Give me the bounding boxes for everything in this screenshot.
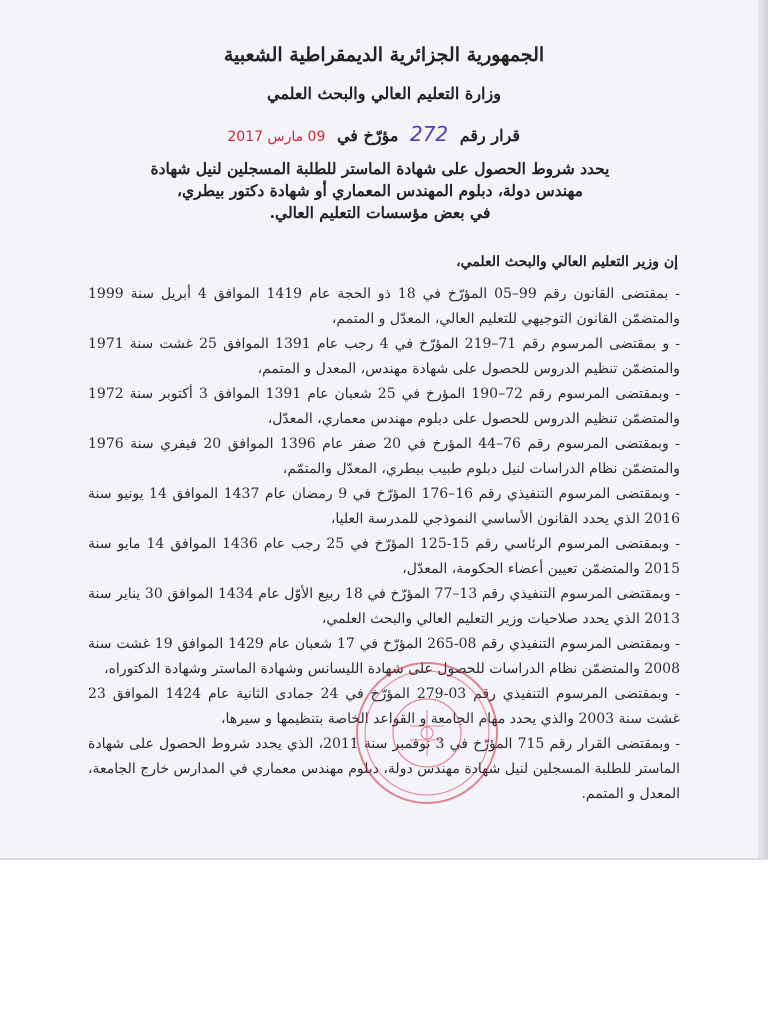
decree-number: 272	[409, 122, 449, 146]
paragraph: - وبمقتضى المرسوم التنفيذي رقم 03-279 المؤرّخ في 24 جمادى الثانية عام 1424 الموافق 23 غشت سنة 2003 والذي يحدد مهام الجامعة و القواعد الخاصة بتنظيمها و سيرها،	[88, 686, 680, 727]
title-line-3: في بعض مؤسسات التعليم العالي.	[269, 203, 491, 222]
paragraph: - وبمقتضى المرسوم رقم 76–44 المؤرخ في 20 صفر عام 1396 الموافق 20 فيفري سنة 1976 والمتضمّن نظام الدراسات لنيل دبلوم طبيب بيطري، المعدّل والمتمّم،	[88, 436, 680, 477]
decree-date: 09 مارس 2017	[227, 129, 326, 145]
paragraph: - وبمقتضى المرسوم التنفيذي رقم 08-265 المؤرّخ في 17 شعبان عام 1429 الموافق 19 غشت سنة 2008 والمتضمّن نظام الدراسات للحصول على شهادة الليسانس وشهادة الماستر وشهادة الدكتوراه،	[88, 636, 681, 677]
ministry-heading: وزارة التعليم العالي والبحث العلمي	[267, 84, 501, 103]
title-line-1: يحدد شروط الحصول على شهادة الماستر للطلبة المسجلين لنيل شهادة	[150, 159, 610, 178]
paragraph: - وبمقتضى القرار رقم 715 المؤرّخ في 3 نوفمبر سنة 2011، الذي يحدد شروط الحصول على شهادة الماستر للطلبة المسجلين لنيل شهادة مهندس دولة، دبلوم مهندس معماري في المدارس خارج الجامعة، المعدل و المتمم.	[88, 736, 680, 802]
decree-line	[200, 122, 520, 146]
intro-line: إن وزير التعليم العالي والبحث العلمي،	[456, 254, 678, 270]
paragraph: - وبمقتضى المرسوم رقم 72–190 المؤرخ في 25 شعبان عام 1391 الموافق 3 أكتوبر سنة 1972 والمتضمّن تنظيم الدروس للحصول على دبلوم مهندس معماري، المعدّل،	[88, 386, 680, 427]
decree-label: قرار رقم	[459, 126, 520, 145]
official-stamp	[354, 660, 500, 806]
paragraph: - و بمقتضى المرسوم رقم 71–219 المؤرّخ في 4 رجب عام 1391 الموافق 25 غشت سنة 1971 والمتضمّن تنظيم الدروس للحصول على شهادة مهندس، المعدل و المتمم،	[88, 336, 680, 377]
paragraph: - بمقتضى القانون رقم 99–05 المؤرّخ في 18 ذو الحجة عام 1419 الموافق 4 أبريل سنة 1999 والمتضمّن القانون التوجيهي للتعليم العالي، المعدّل و المتمم،	[88, 286, 680, 327]
page-edge	[758, 0, 768, 858]
decree-dated-label: مؤرّخ في	[336, 126, 399, 145]
republic-heading: الجمهورية الجزائرية الديمقراطية الشعبية	[223, 44, 545, 66]
paragraph: - وبمقتضى المرسوم التنفيذي رقم 13–77 المؤرّخ في 18 ربيع الأوّل عام 1434 الموافق 30 يناير سنة 2013 الذي يحدد صلاحيات وزير التعليم العالي والبحث العلمي،	[88, 586, 681, 627]
paragraph: - وبمقتضى المرسوم الرئاسي رقم 15-125 المؤرّخ في 25 رجب عام 1436 الموافق 14 مايو سنة 2015 والمتضمّن تعيين أعضاء الحكومة، المعدّل،	[88, 536, 680, 577]
title-line-2: مهندس دولة، دبلوم المهندس المعماري أو شهادة دكتور بيطري،	[177, 181, 583, 200]
paragraph: - وبمقتضى المرسوم التنفيذي رقم 16–176 المؤرّخ في 9 رمضان عام 1437 الموافق 14 يونيو سنة 2016 الذي يحدد القانون الأساسي النموذجي للمدرسة العليا،	[88, 486, 680, 527]
decree-title	[130, 158, 630, 224]
